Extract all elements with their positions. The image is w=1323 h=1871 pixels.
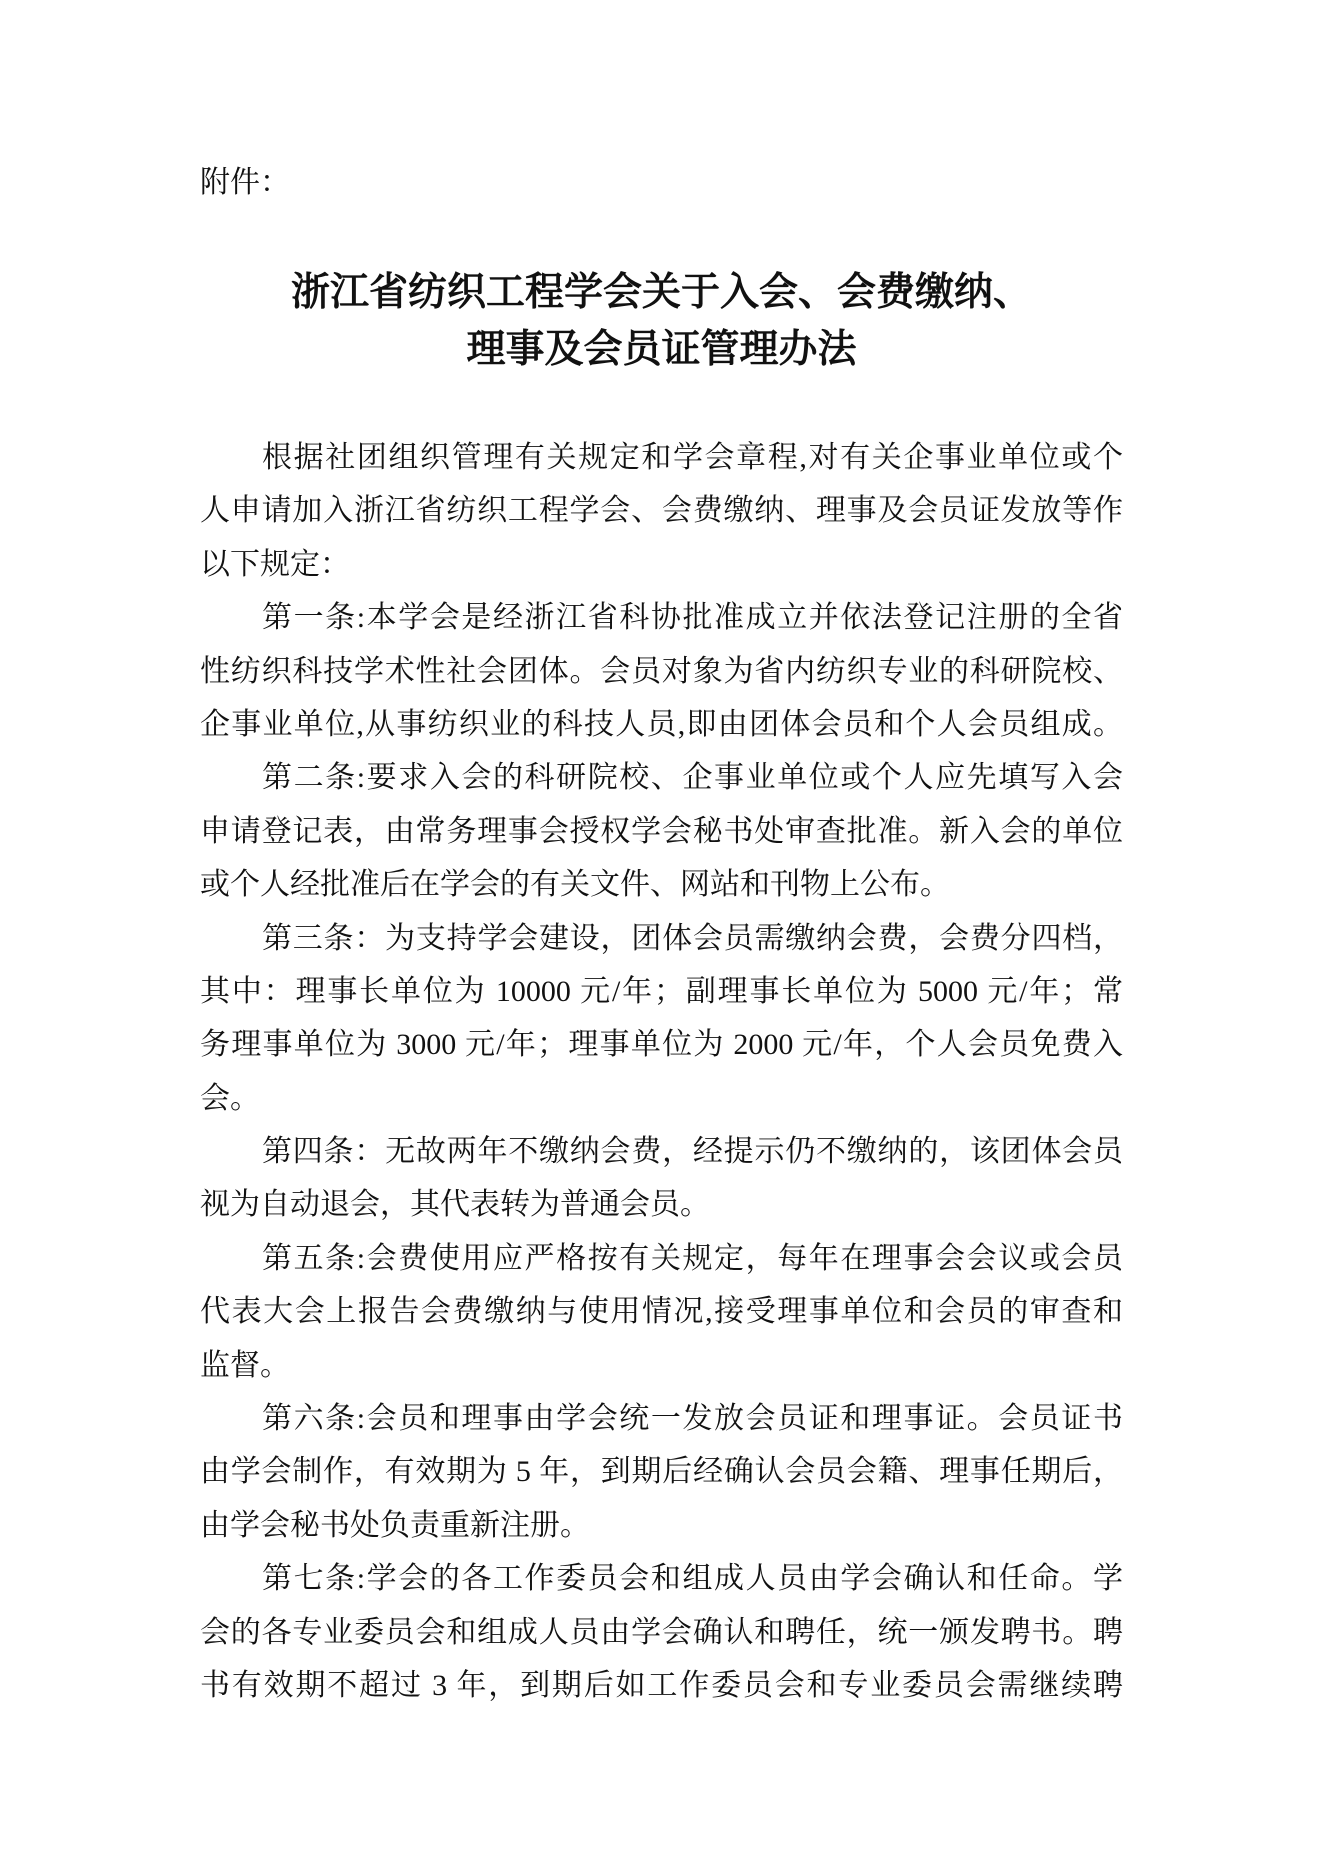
paragraph-line: 第四条：无故两年不缴纳会费，经提示仍不缴纳的，该团体会员 xyxy=(262,1135,1123,1169)
intro-paragraph xyxy=(200,431,1123,591)
title-line-2: 理事及会员证管理办法 xyxy=(466,328,857,371)
paragraph-line: 企事业单位,从事纺织业的科技人员,即由团体会员和个人会员组成。 xyxy=(200,707,1123,741)
paragraph-line: 第三条：为支持学会建设，团体会员需缴纳会费，会费分四档， xyxy=(262,921,1123,955)
article-2-paragraph xyxy=(200,751,1123,911)
paragraph-line: 第五条:会费使用应严格按有关规定，每年在理事会会议或会员 xyxy=(262,1241,1123,1275)
paragraph-line: 由学会制作，有效期为 5 年，到期后经确认会员会籍、理事任期后， xyxy=(200,1455,1123,1489)
article-1-paragraph xyxy=(200,591,1123,751)
paragraph-line: 由学会秘书处负责重新注册。 xyxy=(200,1508,590,1542)
paragraph-line: 第七条:学会的各工作委员会和组成人员由学会确认和任命。学 xyxy=(262,1562,1123,1596)
paragraph-line: 根据社团组织管理有关规定和学会章程,对有关企事业单位或个 xyxy=(262,441,1123,474)
paragraph-line: 务理事单位为 3000 元/年；理事单位为 2000 元/年，个人会员免费入 xyxy=(200,1028,1123,1062)
article-4-paragraph xyxy=(200,1125,1123,1232)
article-7-paragraph xyxy=(200,1552,1123,1712)
article-6-paragraph xyxy=(200,1392,1123,1552)
paragraph-line: 书有效期不超过 3 年，到期后如工作委员会和专业委员会需继续聘 xyxy=(200,1668,1123,1702)
paragraph-line: 代表大会上报告会费缴纳与使用情况,接受理事单位和会员的审查和 xyxy=(200,1295,1123,1329)
paragraph-line: 以下规定： xyxy=(200,547,350,581)
paragraph-line: 性纺织科技学术性社会团体。会员对象为省内纺织专业的科研院校、 xyxy=(200,654,1123,688)
paragraph-line: 申请登记表，由常务理事会授权学会秘书处审查批准。新入会的单位 xyxy=(200,814,1123,848)
paragraph-line: 其中：理事长单位为 10000 元/年；副理事长单位为 5000 元/年；常 xyxy=(200,974,1123,1008)
paragraph-line: 或个人经批准后在学会的有关文件、网站和刊物上公布。 xyxy=(200,868,950,902)
article-5-paragraph xyxy=(200,1232,1123,1392)
paragraph-line: 会。 xyxy=(200,1081,260,1115)
paragraph-line: 第六条:会员和理事由学会统一发放会员证和理事证。会员证书 xyxy=(262,1402,1123,1436)
article-3-paragraph xyxy=(200,912,1123,1126)
paragraph-line: 第一条:本学会是经浙江省科协批准成立并依法登记注册的全省 xyxy=(262,601,1123,635)
paragraph-line: 监督。 xyxy=(200,1348,290,1382)
attachment-label: 附件： xyxy=(200,166,290,199)
paragraph-line: 人申请加入浙江省纺织工程学会、会费缴纳、理事及会员证发放等作 xyxy=(200,494,1123,528)
document-title xyxy=(200,264,1123,378)
paragraph-line: 视为自动退会，其代表转为普通会员。 xyxy=(200,1188,710,1222)
paragraph-line: 会的各专业委员会和组成人员由学会确认和聘任，统一颁发聘书。聘 xyxy=(200,1615,1123,1649)
document-body xyxy=(200,431,1123,1712)
paragraph-line: 第二条:要求入会的科研院校、企事业单位或个人应先填写入会 xyxy=(262,761,1123,795)
title-line-1: 浙江省纺织工程学会关于入会、会费缴纳、 xyxy=(290,271,1032,314)
